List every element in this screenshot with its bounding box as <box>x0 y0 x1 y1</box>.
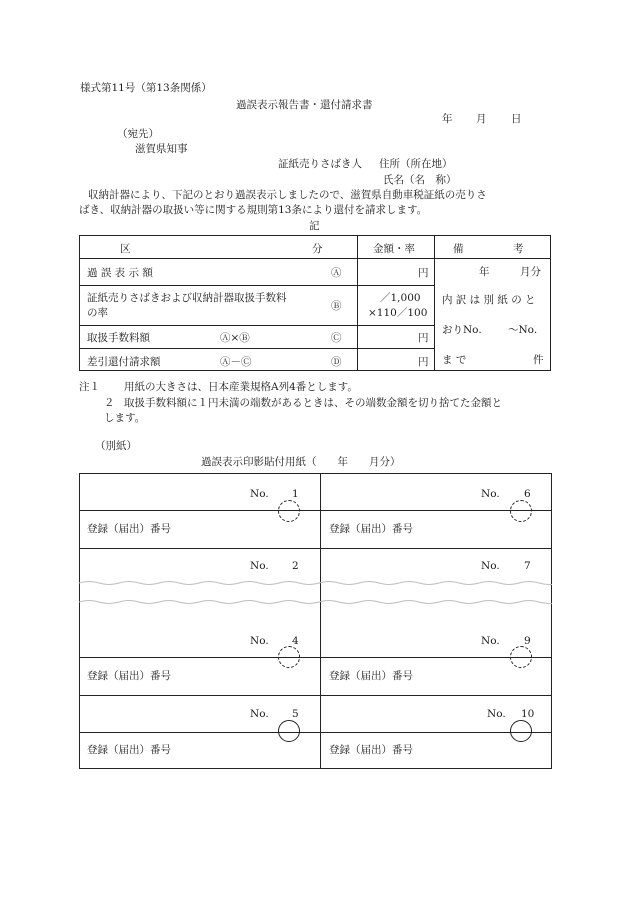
row-refund-formula: Ⓐ－Ⓒ <box>220 356 252 368</box>
slot-2-no-label: No. <box>250 560 269 572</box>
stamp-circle-6 <box>510 500 532 522</box>
row-fee-rate-mark: Ⓑ <box>331 300 342 312</box>
slot-1-no-label: No. <box>250 488 269 500</box>
attachment-label: （別紙） <box>95 440 137 452</box>
row-fee-amount-unit: 円 <box>418 332 429 344</box>
row-overcharge-unit: 円 <box>418 267 429 279</box>
row-fee-amount-mark: Ⓒ <box>331 332 342 344</box>
attachment-title: 過誤表示印影貼付用紙（ 年 月分） <box>201 456 401 468</box>
note2-text: 取扱手数料額に１円未満の端数があるときは、その端数金額を切り捨てた金額と <box>124 397 502 409</box>
omission-break <box>79 577 552 607</box>
row-overcharge-mark: Ⓐ <box>331 267 342 279</box>
slot-4-number: 4 <box>292 635 299 647</box>
row-fee-amount-formula: Ⓐ×Ⓑ <box>220 332 250 344</box>
body-text-line1: 収納計器により、下記のとおり過誤表示しましたので、滋賀県自動車税証紙の売りさ <box>88 189 487 201</box>
stamp-circle-4 <box>278 646 300 668</box>
slot-4-no-label: No. <box>250 635 269 647</box>
remarks-to-no: ～No. <box>508 324 538 336</box>
address-label: 住所（所在地） <box>379 158 453 170</box>
remarks-from-no: おりNo. <box>442 324 482 336</box>
slot-7-no-label: No. <box>481 560 500 572</box>
slot-1-reg-label: 登録（届出）番号 <box>87 523 171 535</box>
row-fee-rate-label-line1: 証紙売りさばきおよび収納計器取扱手数料 <box>87 292 287 304</box>
slot-10-number: 10 <box>521 708 535 720</box>
name-label: 氏名（名 称） <box>383 174 457 186</box>
body-text-line2: ばき、収納計器の取扱い等に関する規則第13条により還付を請求します。 <box>79 204 428 216</box>
stamp-circle-1 <box>278 500 300 522</box>
row-fee-rate-label-line2: の率 <box>87 307 108 319</box>
date-month-label: 月 <box>476 113 487 125</box>
slot-6-reg-label: 登録（届出）番号 <box>329 523 413 535</box>
note1-text: 用紙の大きさは、日本産業規格A列4番とします。 <box>124 381 358 393</box>
slot-9-reg-label: 登録（届出）番号 <box>329 670 413 682</box>
stamp-circle-5 <box>278 720 300 742</box>
slot-6-no-label: No. <box>481 488 500 500</box>
note1-label: 注１ <box>79 381 100 393</box>
slot-4-reg-label: 登録（届出）番号 <box>87 670 171 682</box>
remarks-breakdown: 内 訳 は 別 紙 の と <box>442 294 536 306</box>
row-overcharge-label: 過 誤 表 示 額 <box>87 267 153 279</box>
row-refund-unit: 円 <box>418 356 429 368</box>
document-title: 過誤表示報告書・還付請求書 <box>236 99 373 111</box>
row-refund-label: 差引還付請求額 <box>87 356 161 368</box>
remarks-month: 月分 <box>520 266 541 278</box>
addressee-label: （宛先） <box>117 128 159 140</box>
header-remarks-a: 備 <box>453 243 464 255</box>
slot-6-number: 6 <box>524 488 531 500</box>
row-fee-rate-value-line1: ／1,000 <box>380 292 421 304</box>
slot-5-number: 5 <box>292 708 299 720</box>
ki-heading: 記 <box>309 220 320 232</box>
row-refund-mark: Ⓓ <box>331 356 342 368</box>
slot-5-reg-label: 登録（届出）番号 <box>87 744 171 756</box>
row-fee-rate-value-line2: ×110／100 <box>368 307 428 319</box>
remarks-count: 件 <box>533 354 544 366</box>
stamp-circle-9 <box>510 646 532 668</box>
remarks-until: ま で <box>442 354 467 366</box>
slot-5-no-label: No. <box>250 708 269 720</box>
date-year-label: 年 <box>442 113 453 125</box>
header-amount-rate: 金額・率 <box>373 243 415 255</box>
form-number: 様式第11号（第13条関係） <box>80 82 212 94</box>
header-category-a: 区 <box>120 243 131 255</box>
slot-9-no-label: No. <box>481 635 500 647</box>
remarks-year: 年 <box>479 266 490 278</box>
applicant-role: 証紙売りさばき人 <box>278 158 362 170</box>
slot-7-number: 7 <box>524 560 531 572</box>
stamp-circle-10 <box>510 720 532 742</box>
slot-2-number: 2 <box>292 560 299 572</box>
slot-10-no-label: No. <box>487 708 506 720</box>
addressee: 滋賀県知事 <box>135 143 188 155</box>
stamp-grid <box>79 473 552 769</box>
header-category-b: 分 <box>312 243 323 255</box>
slot-10-reg-label: 登録（届出）番号 <box>329 744 413 756</box>
note2-text-cont: します。 <box>104 412 146 424</box>
slot-9-number: 9 <box>524 635 531 647</box>
slot-1-number: 1 <box>292 488 299 500</box>
note2-label: ２ <box>104 397 115 409</box>
header-remarks-b: 考 <box>513 243 524 255</box>
row-fee-amount-label: 取扱手数料額 <box>87 332 150 344</box>
date-day-label: 日 <box>511 113 522 125</box>
